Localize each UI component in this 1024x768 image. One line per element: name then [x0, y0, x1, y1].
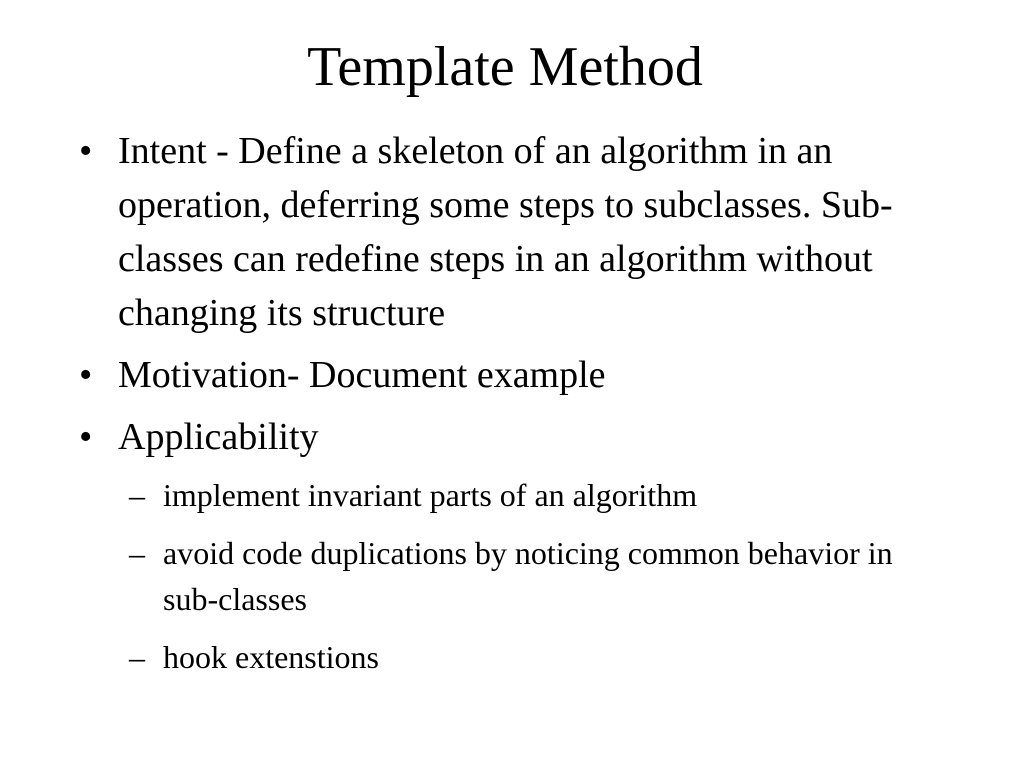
- applicability-subitems: [77, 472, 957, 680]
- bullet-marker: •: [79, 130, 93, 172]
- bullet-list: [77, 124, 957, 692]
- bullet-applicability: [77, 410, 957, 464]
- subitem-text: implement invariant parts of an algorithm: [163, 477, 698, 513]
- bullet-motivation: [77, 348, 957, 402]
- subitem-text: hook extenstions: [163, 639, 379, 675]
- subitem-invariant-parts: [77, 472, 957, 518]
- subitem-avoid-duplication: [77, 530, 957, 622]
- slide-title: Template Method: [307, 36, 703, 98]
- subitem-hook-extensions: [77, 634, 957, 680]
- subitem-marker: –: [129, 535, 145, 571]
- subitem-text: avoid code duplications by noticing common behavior in sub-classes: [163, 535, 893, 617]
- bullet-text: Applicability: [118, 416, 319, 458]
- bullet-marker: •: [79, 354, 93, 396]
- bullet-text: Intent - Define a skeleton of an algorithm in an operation, deferring some steps to subclasses. Sub-classes can redefine steps in an algorithm without changing its structure: [118, 130, 893, 334]
- bullet-text: Motivation- Document example: [118, 354, 606, 396]
- bullet-marker: •: [79, 416, 93, 458]
- bullet-intent: [77, 124, 957, 340]
- subitem-marker: –: [129, 639, 145, 675]
- subitem-marker: –: [129, 477, 145, 513]
